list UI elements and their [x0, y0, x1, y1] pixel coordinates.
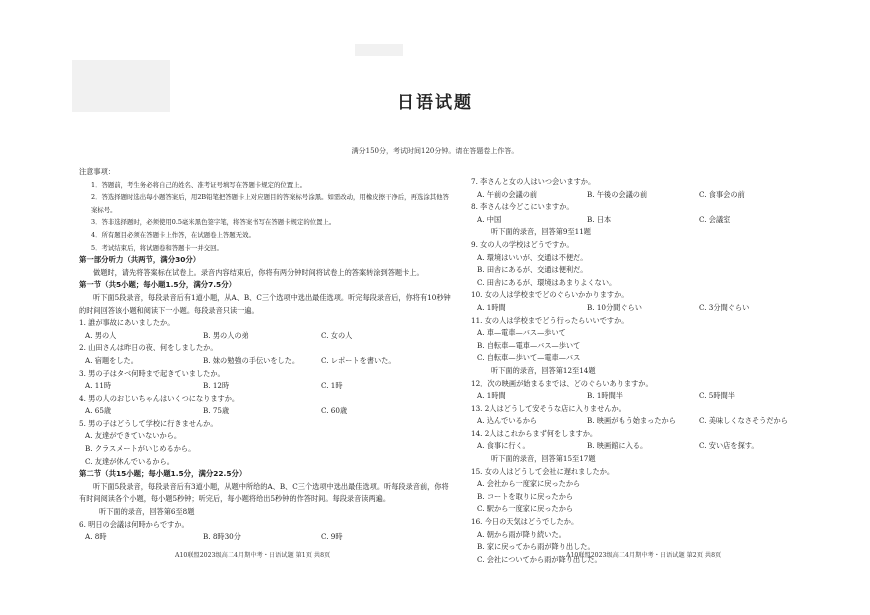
option-a: A. 男の人 [85, 330, 117, 340]
question-5: 5. 男の子はどうして学校に行きませんか。 [79, 418, 218, 428]
option-b: B. 妹の勉強の手伝いをした。 [203, 355, 300, 365]
question-7: 7. 李さんと女の人はいつ会いますか。 [471, 177, 596, 186]
section1-heading: 第一节（共5小题；每小题1.5分，满分7.5分） [79, 280, 236, 290]
option-b: B. 12時 [203, 381, 230, 391]
option-b: B. コートを取りに戻ったから [477, 491, 574, 501]
right-column [471, 176, 811, 566]
option-a: A. 車—電車—バス—歩いて [477, 328, 566, 338]
option-c: C. 自転車—歩いて—電車—バス [477, 353, 581, 363]
page-subtitle: 满分150分，考试时间120分钟。请在答题卷上作答。 [351, 147, 519, 155]
option-c: C. 会社についてから雨が降り出した。 [477, 554, 602, 564]
question-8-options [471, 214, 811, 227]
question-11: 11. 女の人は学校までどう行ったらいいですか。 [471, 315, 629, 325]
notice-heading: 注意事项： [79, 167, 115, 176]
option-b: B. 映画館に入る。 [587, 441, 648, 451]
listening-note: 听下面的录音，回答第15至17题 [491, 454, 596, 464]
option-b: B. 男の人の弟 [203, 330, 249, 340]
question-12-options [471, 390, 811, 403]
question-13-options [471, 415, 811, 428]
page-footer-left: A10联盟2023级高二4月期中考・日语试题 第1页 共8页 [175, 552, 331, 559]
part1-heading: 第一部分听力（共两节，满分30分） [79, 255, 201, 265]
option-a: A. 1時間 [477, 391, 506, 401]
page-title: 日语试题 [397, 93, 473, 113]
listening-note: 听下面的录音，回答第12至14题 [491, 365, 596, 375]
option-a: A. 8時 [85, 532, 107, 542]
page-footer-right: A10联盟2023级高二4月期中考・日语试题 第2页 共8页 [566, 552, 722, 559]
section2-instructions: 听下面5段录音，每段录音后有3道小题，从题中所给的A、B、C三个选项中选出最佳选项。听每段录音前，你将有时间阅读各个小题，每小题5秒钟；听完后，每小题将给出5秒钟的作答时间。每段录音读两遍。 [79, 481, 449, 504]
question-14-options [471, 440, 811, 453]
option-c: C. 3分間ぐらい [699, 302, 750, 312]
notice-item: 2．答选择题时选出每小题答案后，用2B铅笔把答题卡上对应题目的答案标号涂黑。如需改动，用橡皮擦干净后，再选涂其他答案标号。 [91, 193, 449, 214]
option-b: B. 家に戻ってから雨が降り出した。 [477, 542, 595, 552]
option-a: A. 宿題をした。 [85, 355, 138, 365]
option-c: C. 会議室 [699, 214, 731, 224]
option-c: C. 友達が休んでいるから。 [85, 456, 174, 466]
option-a: A. 65歳 [85, 406, 112, 416]
option-c: C. 60歳 [321, 406, 348, 416]
option-c: C. レポートを書いた。 [321, 355, 396, 365]
notice-item: 1．答题前，考生务必将自己的姓名、准考证号填写在答题卡规定的位置上。 [91, 180, 306, 189]
option-c: C. 美味しくなさそうだから [699, 416, 788, 426]
option-c: C. 安い店を探す。 [699, 441, 759, 451]
option-c: C. 田舎にあるが、環境はあまりよくない。 [477, 277, 617, 287]
question-15: 15. 女の人はどうして会社に遅れましたか。 [471, 466, 615, 476]
option-b: B. 75歳 [203, 406, 230, 416]
part1-instructions: 做题时，请先将答案标在试卷上。录音内容结束后，你将有两分钟时间将试卷上的答案转涂到答题卡上。 [93, 267, 424, 277]
question-4: 4. 男の人のおじいちゃんはいくつになりますか。 [79, 393, 240, 403]
question-1: 1. 誰が事故にあいましたか。 [79, 318, 175, 328]
question-3-options [79, 380, 455, 393]
option-b: B. 映画がもう始まったから [587, 416, 676, 426]
option-c: C. 駅から一度家に戻ったから [477, 504, 574, 514]
option-c: C. 5時間半 [699, 391, 735, 401]
option-b: B. 自転車—電車—バス—歩いて [477, 340, 581, 350]
option-b: B. 1時間半 [587, 391, 623, 401]
question-8: 8. 李さんは今どこにいますか。 [471, 202, 574, 212]
section2-heading: 第二节（共15小题；每小题1.5分，满分22.5分） [79, 469, 247, 479]
question-6: 6. 明日の会議は何時からですか。 [79, 519, 189, 529]
option-b: B. 10分間ぐらい [587, 302, 642, 312]
option-a: A. 込んでいるから [477, 416, 538, 426]
question-3: 3. 男の子はタベ何時まで起きていましたか。 [79, 368, 225, 378]
option-b: B. 田舎にあるが、交通は便利だ。 [477, 265, 588, 275]
option-a: A. 1時間 [477, 302, 506, 312]
section1-instructions: 听下面5段录音，每段录音后有1道小题，从A、B、C三个选项中选出最佳选项。听完每段录音后，你将有10秒钟的时间回答该小题和阅读下一小题。每段录音只读一遍。 [79, 292, 451, 315]
option-c: C. 1時 [321, 381, 343, 391]
option-a: A. 11時 [85, 381, 112, 391]
question-10-options [471, 302, 811, 315]
question-12: 12．次の映画が始まるまでは、どのぐらいありますか。 [471, 378, 653, 388]
question-10: 10. 女の人は学校までどのぐらいかかりますか。 [471, 290, 629, 300]
question-14: 14. 2人はこれからまず何をしますか。 [471, 428, 598, 438]
option-b: B. 8時30分 [203, 532, 241, 542]
option-a: A. 友達ができていないから。 [85, 431, 182, 441]
left-column [79, 166, 455, 544]
option-a: A. 環境はいいが、交通は不便だ。 [477, 252, 588, 262]
option-a: A. 会社から一度家に戻ったから [477, 479, 581, 489]
option-a: A. 午前の会議の前 [477, 189, 538, 199]
option-c: C. 女の人 [321, 330, 353, 340]
question-6-options [79, 531, 455, 544]
option-c: C. 9時 [321, 532, 343, 542]
question-2-options [79, 355, 455, 368]
scan-smudge [355, 44, 403, 56]
option-a: A. 食事に行く。 [477, 441, 530, 451]
question-4-options [79, 405, 455, 418]
question-16: 16. 今日の天気はどうでしたか。 [471, 517, 579, 527]
notice-item: 4．所有题目必须在答题卡上作答，在试题卷上答题无效。 [91, 230, 255, 239]
option-a: A. 中国 [477, 214, 502, 224]
question-7-options [471, 189, 811, 202]
option-b: B. クラスメートがいじめるから。 [85, 444, 196, 454]
option-b: B. 午後の会議の前 [587, 189, 648, 199]
listening-note: 听下面的录音，回答第9至11题 [491, 227, 591, 237]
option-c: C. 食事会の前 [699, 189, 745, 199]
question-13: 13. 2人はどうして安そうな店に入りませんか。 [471, 403, 626, 413]
question-2: 2. 山田さんは昨日の夜、何をしましたか。 [79, 343, 218, 353]
question-9: 9. 女の人の学校はどうですか。 [471, 239, 574, 249]
option-a: A. 朝から雨が降り続いた。 [477, 529, 566, 539]
question-1-options [79, 330, 455, 343]
option-b: B. 日本 [587, 214, 612, 224]
notice-item: 5．考试结束后，将试题卷和答题卡一并交回。 [91, 243, 223, 252]
notice-item: 3．答非选择题时，必须使用0.5毫米黑色签字笔，将答案书写在答题卡规定的位置上。 [91, 218, 336, 227]
listening-note: 听下面的录音，回答第6至8题 [99, 507, 195, 517]
